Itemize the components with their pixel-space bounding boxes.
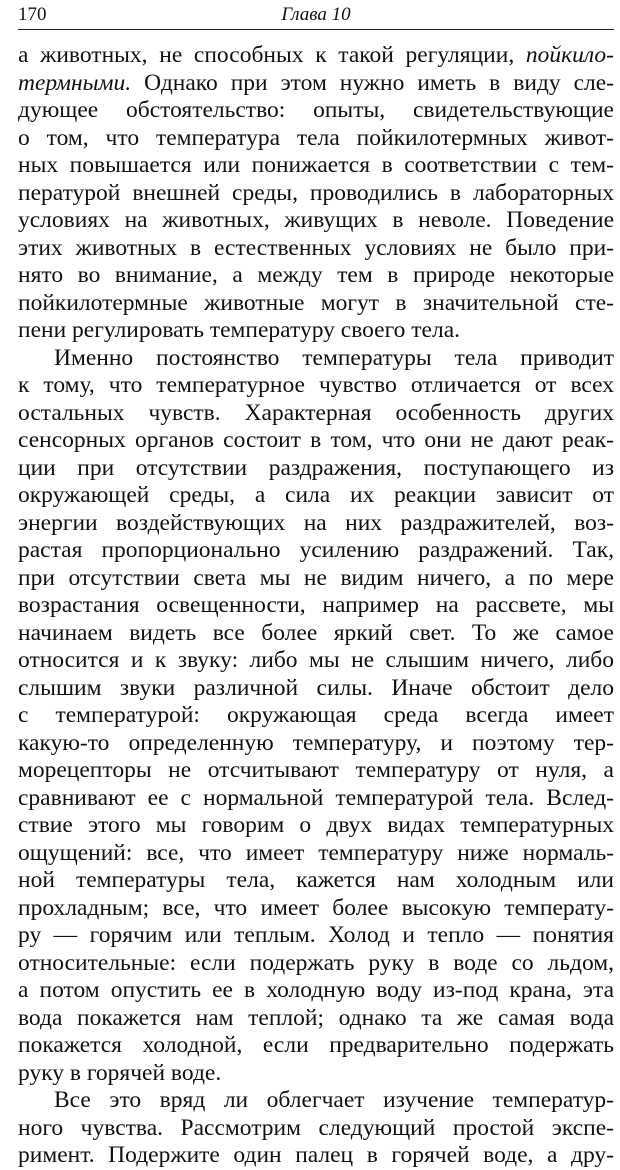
text-segment: Однако при этом нужно иметь в виду сле- — [131, 69, 614, 96]
text-segment: ции при отсутствии раздражения, поступающего из — [18, 454, 614, 481]
text-segment: сравнивают ее с нормальной температурой тела. Вслед- — [18, 784, 614, 811]
text-line — [18, 207, 614, 235]
text-segment: с температурой: окружающая среда всегда имеет — [18, 702, 614, 728]
text-line — [18, 977, 614, 1005]
text-segment: вода покажется нам теплой; однако та же самая вода — [18, 1004, 614, 1031]
text-segment: при отсутствии света мы не видим ничего, а по мере — [18, 564, 614, 591]
text-line — [18, 592, 614, 620]
text-segment: возрастания освещенности, например на рассвете, мы — [18, 592, 614, 618]
text-line — [18, 97, 614, 125]
text-segment: покажется холодной, если предварительно подержать — [18, 1032, 614, 1058]
text-line — [18, 1142, 614, 1170]
text-line — [18, 702, 614, 730]
text-segment: ных повышается или понижается в соответствии с тем- — [18, 152, 614, 178]
text-line — [18, 317, 614, 345]
text-segment: пени регулировать температуру своего тела. — [18, 317, 461, 343]
text-segment: руку в горячей воде. — [18, 1059, 222, 1086]
text-line — [18, 400, 614, 428]
text-line — [18, 647, 614, 675]
text-line — [18, 565, 614, 593]
text-segment: к тому, что температурное чувство отличается от всех — [18, 372, 614, 398]
text-segment: Именно постоянство температуры тела приводит — [54, 344, 614, 371]
text-line — [18, 152, 614, 180]
text-segment: начинаем видеть все более яркий свет. То же самое — [18, 619, 614, 646]
text-segment: а потом опустить ее в холодную воду из-под крана, эта — [18, 977, 614, 1003]
text-segment: ощущений: все, что имеет температуру ниже нормаль- — [18, 839, 614, 866]
text-segment: энергии воздействующих на них раздражителей, воз- — [18, 509, 614, 536]
paragraph — [18, 42, 614, 345]
text-segment: слышим звуки различной силы. Иначе обстоит дело — [18, 674, 614, 701]
text-line — [18, 1087, 614, 1115]
text-line — [18, 812, 614, 840]
text-segment: ствие этого мы говорим о двух видах температурных — [18, 812, 614, 838]
paragraph — [18, 1087, 614, 1170]
text-segment: Все это вряд ли облегчает изучение температур- — [54, 1087, 614, 1113]
text-segment: какую-то определенную температуру, и поэтому тер- — [18, 729, 614, 756]
text-line — [18, 785, 614, 813]
page-number: 170 — [18, 4, 47, 25]
text-segment: нято во внимание, а между тем в природе некоторые — [18, 262, 614, 288]
text-segment: ру — горячим или теплым. Холод и тепло — понятия — [18, 922, 614, 948]
text-line — [18, 1060, 614, 1088]
text-segment: пературой внешней среды, проводились в лабораторных — [18, 179, 614, 206]
text-segment: относится и к звуку: либо мы не слышим ничего, либо — [18, 647, 614, 673]
text-segment: сенсорных органов состоит в том, что они не дают реак- — [18, 427, 614, 453]
paragraph — [18, 345, 614, 1088]
text-segment: морецепторы не отсчитывают температуру от нуля, а — [18, 757, 614, 783]
text-line — [18, 1032, 614, 1060]
text-line — [18, 1005, 614, 1033]
text-segment: окружающей среды, а сила их реакции зависит от — [18, 482, 614, 508]
header-rule — [18, 29, 614, 30]
italic-term: пойкило- — [525, 42, 614, 68]
text-line — [18, 42, 614, 70]
text-line — [18, 950, 614, 978]
text-segment: о том, что температура тела пойкилотермных живот- — [18, 124, 614, 151]
text-line — [18, 510, 614, 538]
text-line — [18, 345, 614, 373]
text-segment: дующее обстоятельство: опыты, свидетельствующие — [18, 97, 614, 123]
text-line — [18, 867, 614, 895]
text-segment: растая пропорционально усилению раздражений. Так, — [18, 537, 614, 563]
text-segment: относительные: если подержать руку в воде со льдом, — [18, 949, 614, 976]
text-segment: остальных чувств. Характерная особенность других — [18, 399, 614, 426]
text-line — [18, 1115, 614, 1143]
text-line — [18, 895, 614, 923]
text-line — [18, 730, 614, 758]
text-line — [18, 372, 614, 400]
text-segment: пойкилотермные животные могут в значительной сте- — [18, 289, 614, 316]
text-line — [18, 125, 614, 153]
running-head: Глава 10 — [281, 4, 351, 25]
text-line — [18, 922, 614, 950]
text-segment: ной температуры тела, кажется нам холодным или — [18, 867, 614, 893]
text-line — [18, 482, 614, 510]
text-line — [18, 840, 614, 868]
text-line — [18, 235, 614, 263]
text-line — [18, 290, 614, 318]
text-line — [18, 427, 614, 455]
text-line — [18, 757, 614, 785]
text-line — [18, 70, 614, 98]
body-text — [18, 42, 614, 1170]
italic-term: термными. — [18, 69, 132, 96]
page-header — [18, 2, 614, 30]
text-segment: ного чувства. Рассмотрим следующий простой экспе- — [18, 1114, 614, 1141]
text-segment: римент. Подержите один палец в горячей воде, а дру- — [18, 1142, 614, 1168]
text-line — [18, 537, 614, 565]
text-segment: этих животных в естественных условиях не было при- — [18, 234, 614, 261]
text-segment: а животных, не способных к такой регуляции, — [18, 42, 526, 68]
text-line — [18, 620, 614, 648]
text-line — [18, 180, 614, 208]
text-segment: прохладным; все, что имеет более высокую температу- — [18, 894, 614, 921]
text-line — [18, 675, 614, 703]
text-line — [18, 455, 614, 483]
text-line — [18, 262, 614, 290]
text-segment: условиях на животных, живущих в неволе. Поведение — [18, 207, 614, 233]
